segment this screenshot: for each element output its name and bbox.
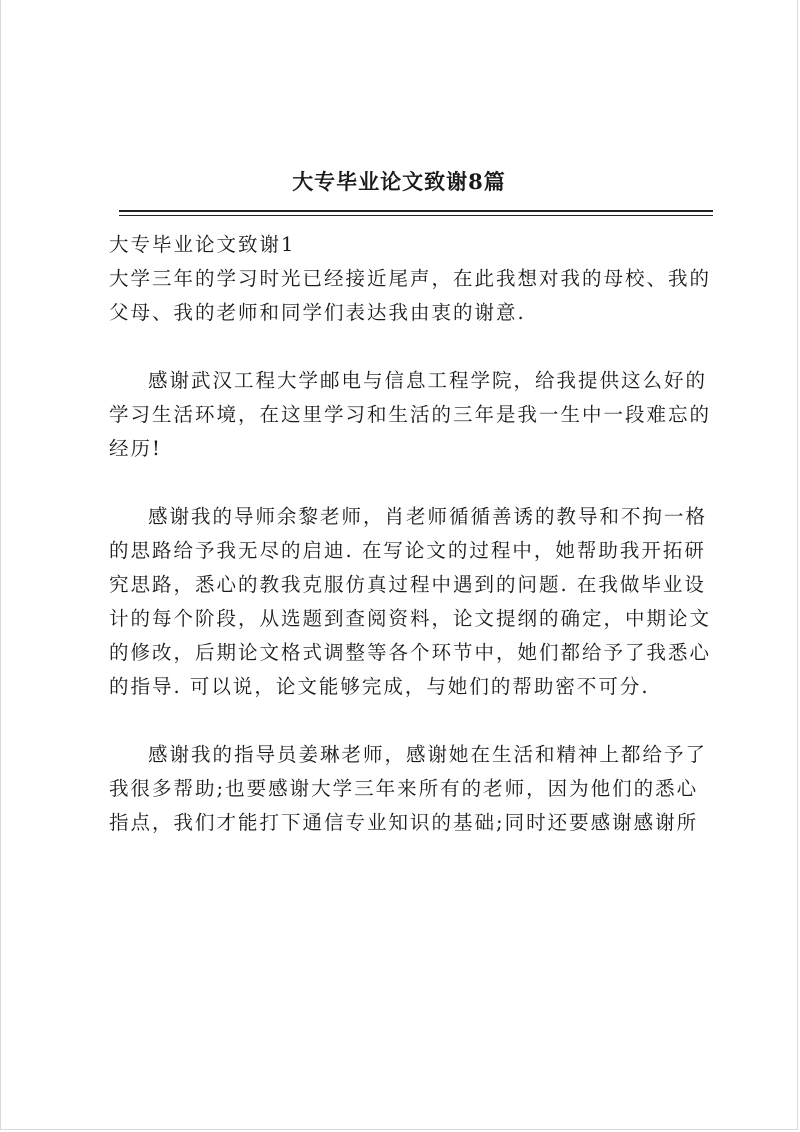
paragraph-intro: 大学三年的学习时光已经接近尾声，在此我想对我的母校、我的父母、我的老师和同学们表达我由衷的谢意. — [109, 267, 712, 324]
paragraph-gap — [109, 704, 715, 738]
title-divider-thin — [119, 215, 713, 216]
document-body — [109, 228, 715, 840]
paragraph-school: 感谢武汉工程大学邮电与信息工程学院，给我提供这么好的学习生活环境，在这里学习和生活的三年是我一生中一段难忘的经历! — [109, 369, 712, 460]
paragraph-gap — [109, 466, 715, 500]
paragraph-advisor: 感谢我的导师余黎老师，肖老师循循善诱的教导和不拘一格的思路给予我无尽的启迪. 在写论文的过程中，她帮助我开拓研究思路，悉心的教我克服仿真过程中遇到的问题. 在我做毕业设计的每个阶段，从选题到查阅资料，论文提纲的确定，中期论文的修改，后期论文格式调整等各个环节中，她们都给予了我悉心的指导. 可以说，论文能够完成，与她们的帮助密不可分. — [109, 505, 712, 698]
section-heading: 大专毕业论文致谢1 — [109, 233, 296, 256]
title-divider-thick — [119, 210, 713, 212]
paragraph-counselor: 感谢我的指导员姜琳老师，感谢她在生活和精神上都给予了我很多帮助;也要感谢大学三年来所有的老师，因为他们的悉心指点，我们才能打下通信专业知识的基础;同时还要感谢感谢所 — [109, 743, 708, 834]
document-title: 大专毕业论文致谢8篇 — [292, 169, 506, 194]
paragraph-gap — [109, 330, 715, 364]
